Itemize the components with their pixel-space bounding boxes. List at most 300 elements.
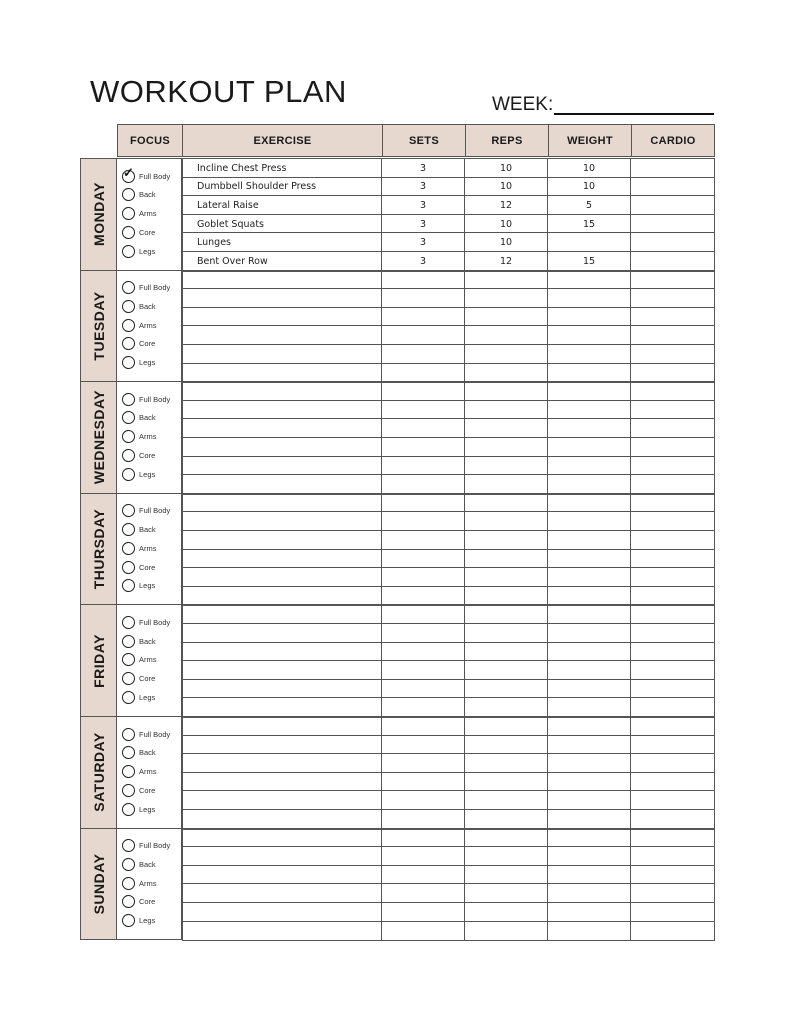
weight-cell[interactable]	[548, 475, 631, 494]
cardio-cell[interactable]	[631, 178, 715, 197]
sets-cell[interactable]	[382, 680, 465, 699]
exercise-cell[interactable]	[182, 587, 382, 606]
focus-option-full-body[interactable]	[122, 164, 171, 185]
focus-option-full-body[interactable]	[122, 725, 170, 743]
cardio-cell[interactable]	[631, 326, 715, 345]
radio-circle-icon[interactable]	[122, 337, 135, 350]
sets-cell[interactable]: 3	[382, 196, 465, 215]
table-row	[182, 288, 715, 308]
cardio-cell[interactable]	[631, 680, 715, 699]
exercise-cell[interactable]	[182, 680, 382, 699]
cardio-cell[interactable]	[631, 717, 715, 736]
weight-cell[interactable]: 15	[548, 215, 631, 234]
focus-option-legs[interactable]	[122, 912, 155, 930]
focus-option-arms[interactable]	[122, 316, 157, 334]
radio-circle-icon[interactable]	[122, 579, 135, 592]
sets-cell[interactable]: 3	[382, 159, 465, 178]
weight-cell[interactable]	[548, 531, 631, 550]
weight-cell[interactable]	[548, 643, 631, 662]
weight-cell[interactable]	[548, 438, 631, 457]
reps-cell[interactable]: 12	[465, 252, 548, 271]
cardio-cell[interactable]	[631, 364, 715, 383]
cardio-cell[interactable]	[631, 791, 715, 810]
cardio-cell[interactable]	[631, 419, 715, 438]
exercise-cell[interactable]: Dumbbell Shoulder Press	[182, 178, 382, 197]
focus-option-full-body[interactable]	[122, 502, 170, 520]
weight-cell[interactable]	[548, 289, 631, 308]
focus-option-back[interactable]	[122, 744, 156, 762]
reps-cell[interactable]	[465, 382, 548, 401]
focus-option-arms[interactable]	[122, 763, 157, 781]
exercise-cell[interactable]: Bent Over Row	[182, 252, 382, 271]
weight-cell[interactable]	[548, 754, 631, 773]
exercise-cell[interactable]	[182, 884, 382, 903]
focus-option-label: Full Body	[139, 841, 171, 851]
radio-circle-icon[interactable]	[122, 207, 135, 220]
weight-cell[interactable]	[548, 308, 631, 327]
cardio-cell[interactable]	[631, 401, 715, 420]
cardio-cell[interactable]	[631, 550, 715, 569]
focus-option-full-body[interactable]	[122, 279, 170, 297]
weight-cell[interactable]: 10	[548, 159, 631, 178]
weight-cell[interactable]	[548, 512, 631, 531]
day-name: TUESDAY	[90, 291, 107, 361]
reps-cell[interactable]	[465, 438, 548, 457]
reps-cell[interactable]	[465, 698, 548, 717]
weight-cell[interactable]	[548, 326, 631, 345]
reps-cell[interactable]	[465, 810, 548, 829]
cardio-cell[interactable]	[631, 922, 715, 941]
week-field[interactable]	[492, 94, 716, 118]
reps-cell[interactable]	[465, 829, 548, 848]
sets-cell[interactable]	[382, 271, 465, 290]
radio-circle-icon[interactable]	[122, 281, 135, 294]
weight-cell[interactable]	[548, 587, 631, 606]
cardio-cell[interactable]	[631, 457, 715, 476]
cardio-cell[interactable]	[631, 252, 715, 271]
reps-cell[interactable]	[465, 326, 548, 345]
radio-circle-icon[interactable]	[122, 245, 135, 258]
radio-circle-icon[interactable]	[122, 691, 135, 704]
focus-option-core[interactable]	[122, 558, 155, 576]
reps-cell[interactable]	[465, 717, 548, 736]
reps-cell[interactable]	[465, 847, 548, 866]
reps-cell[interactable]	[465, 271, 548, 290]
radio-circle-icon[interactable]	[122, 319, 135, 332]
reps-cell[interactable]	[465, 605, 548, 624]
weight-cell[interactable]	[548, 364, 631, 383]
exercise-cell[interactable]	[182, 903, 382, 922]
radio-circle-icon[interactable]	[122, 164, 135, 183]
reps-cell[interactable]	[465, 754, 548, 773]
sets-cell[interactable]	[382, 382, 465, 401]
reps-cell[interactable]	[465, 736, 548, 755]
exercise-cell[interactable]	[182, 661, 382, 680]
focus-option-label: Core	[139, 227, 156, 237]
exercise-cell[interactable]	[182, 401, 382, 420]
radio-circle-icon[interactable]	[122, 839, 135, 852]
focus-option-label: Back	[139, 859, 156, 869]
sets-cell[interactable]	[382, 922, 465, 941]
cardio-cell[interactable]	[631, 847, 715, 866]
reps-cell[interactable]	[465, 903, 548, 922]
day-label-cell	[80, 493, 117, 606]
weight-cell[interactable]	[548, 922, 631, 941]
weight-cell[interactable]	[548, 605, 631, 624]
sets-cell[interactable]	[382, 475, 465, 494]
sets-cell[interactable]: 3	[382, 178, 465, 197]
cardio-cell[interactable]	[631, 512, 715, 531]
cardio-cell[interactable]	[631, 810, 715, 829]
focus-option-core[interactable]	[122, 670, 155, 688]
cardio-cell[interactable]	[631, 884, 715, 903]
radio-circle-icon[interactable]	[122, 356, 135, 369]
weight-cell[interactable]	[548, 773, 631, 792]
reps-cell[interactable]	[465, 308, 548, 327]
cardio-cell[interactable]	[631, 568, 715, 587]
focus-option-full-body[interactable]	[122, 613, 170, 631]
weight-cell[interactable]	[548, 382, 631, 401]
weight-cell[interactable]	[548, 345, 631, 364]
sets-cell[interactable]	[382, 401, 465, 420]
weight-cell[interactable]: 5	[548, 196, 631, 215]
exercise-cell[interactable]: Lunges	[182, 233, 382, 252]
focus-option-legs[interactable]	[122, 242, 155, 260]
exercise-cell[interactable]	[182, 512, 382, 531]
radio-circle-icon[interactable]	[122, 616, 135, 629]
focus-column	[117, 493, 182, 606]
focus-option-core[interactable]	[122, 223, 155, 241]
focus-option-back[interactable]	[122, 855, 156, 873]
reps-cell[interactable]	[465, 587, 548, 606]
table-row	[182, 809, 715, 830]
cardio-cell[interactable]	[631, 605, 715, 624]
cardio-cell[interactable]	[631, 308, 715, 327]
weight-cell[interactable]	[548, 271, 631, 290]
reps-cell[interactable]	[465, 773, 548, 792]
weight-cell[interactable]	[548, 736, 631, 755]
weight-cell[interactable]	[548, 791, 631, 810]
radio-circle-icon[interactable]	[122, 226, 135, 239]
sets-cell[interactable]	[382, 791, 465, 810]
table-row	[182, 753, 715, 773]
sets-cell[interactable]	[382, 289, 465, 308]
cardio-cell[interactable]	[631, 866, 715, 885]
weight-cell[interactable]	[548, 624, 631, 643]
focus-option-back[interactable]	[122, 409, 156, 427]
sets-cell[interactable]	[382, 605, 465, 624]
reps-cell[interactable]	[465, 568, 548, 587]
radio-circle-icon[interactable]	[122, 895, 135, 908]
sets-cell[interactable]	[382, 568, 465, 587]
focus-option-legs[interactable]	[122, 354, 155, 372]
sets-cell[interactable]	[382, 810, 465, 829]
focus-column	[117, 381, 182, 494]
weight-cell[interactable]	[548, 698, 631, 717]
sets-cell[interactable]	[382, 326, 465, 345]
focus-option-back[interactable]	[122, 632, 156, 650]
sets-cell[interactable]	[382, 754, 465, 773]
sets-cell[interactable]: 3	[382, 215, 465, 234]
focus-option-core[interactable]	[122, 893, 155, 911]
weight-cell[interactable]	[548, 680, 631, 699]
exercise-cell[interactable]	[182, 419, 382, 438]
weight-cell[interactable]: 10	[548, 178, 631, 197]
cardio-cell[interactable]	[631, 159, 715, 178]
focus-option-core[interactable]	[122, 335, 155, 353]
sets-cell[interactable]	[382, 903, 465, 922]
exercise-cell[interactable]	[182, 717, 382, 736]
radio-circle-icon[interactable]	[122, 858, 135, 871]
radio-circle-icon[interactable]	[122, 746, 135, 759]
reps-cell[interactable]	[465, 419, 548, 438]
cardio-cell[interactable]	[631, 233, 715, 252]
cardio-cell[interactable]	[631, 643, 715, 662]
cardio-cell[interactable]	[631, 829, 715, 848]
exercise-cell[interactable]	[182, 698, 382, 717]
cardio-cell[interactable]	[631, 494, 715, 513]
exercise-cell[interactable]	[182, 289, 382, 308]
radio-circle-icon[interactable]	[122, 300, 135, 313]
exercise-cell[interactable]: Lateral Raise	[182, 196, 382, 215]
exercise-cell[interactable]	[182, 643, 382, 662]
exercise-cell[interactable]	[182, 494, 382, 513]
cardio-cell[interactable]	[631, 736, 715, 755]
cardio-cell[interactable]	[631, 773, 715, 792]
exercise-cell[interactable]	[182, 326, 382, 345]
weight-cell[interactable]	[548, 550, 631, 569]
focus-option-arms[interactable]	[122, 539, 157, 557]
weight-cell[interactable]	[548, 829, 631, 848]
sets-cell[interactable]	[382, 773, 465, 792]
sets-cell[interactable]	[382, 866, 465, 885]
exercise-cell[interactable]	[182, 550, 382, 569]
focus-option-back[interactable]	[122, 297, 156, 315]
sets-cell[interactable]	[382, 550, 465, 569]
reps-cell[interactable]	[465, 884, 548, 903]
focus-option-legs[interactable]	[122, 800, 155, 818]
sets-cell[interactable]: 3	[382, 252, 465, 271]
radio-circle-icon[interactable]	[122, 393, 135, 406]
radio-circle-icon[interactable]	[122, 504, 135, 517]
exercise-cell[interactable]	[182, 382, 382, 401]
sets-cell[interactable]	[382, 624, 465, 643]
sets-cell[interactable]	[382, 884, 465, 903]
exercise-cell[interactable]	[182, 308, 382, 327]
weight-cell[interactable]	[548, 233, 631, 252]
focus-option-back[interactable]	[122, 521, 156, 539]
radio-circle-icon[interactable]	[122, 765, 135, 778]
sets-cell[interactable]	[382, 829, 465, 848]
weight-cell[interactable]	[548, 810, 631, 829]
radio-circle-icon[interactable]	[122, 914, 135, 927]
reps-cell[interactable]	[465, 922, 548, 941]
weight-cell[interactable]	[548, 903, 631, 922]
exercise-cell[interactable]	[182, 438, 382, 457]
weight-cell[interactable]	[548, 717, 631, 736]
reps-cell[interactable]	[465, 624, 548, 643]
exercise-cell[interactable]	[182, 271, 382, 290]
reps-cell[interactable]	[465, 866, 548, 885]
sets-cell[interactable]	[382, 457, 465, 476]
weight-cell[interactable]	[548, 494, 631, 513]
day-block-monday	[80, 158, 715, 270]
day-block-tuesday	[80, 270, 715, 382]
cardio-cell[interactable]	[631, 345, 715, 364]
reps-cell[interactable]: 10	[465, 233, 548, 252]
focus-option-arms[interactable]	[122, 428, 157, 446]
cardio-cell[interactable]	[631, 475, 715, 494]
sets-cell[interactable]	[382, 587, 465, 606]
focus-option-legs[interactable]	[122, 689, 155, 707]
reps-cell[interactable]	[465, 661, 548, 680]
focus-option-full-body[interactable]	[122, 837, 170, 855]
radio-circle-icon[interactable]	[122, 561, 135, 574]
sets-cell[interactable]	[382, 736, 465, 755]
reps-cell[interactable]	[465, 364, 548, 383]
radio-circle-icon[interactable]	[122, 188, 135, 201]
exercise-cell[interactable]	[182, 810, 382, 829]
cardio-cell[interactable]	[631, 438, 715, 457]
sets-cell[interactable]	[382, 847, 465, 866]
weight-cell[interactable]	[548, 847, 631, 866]
reps-cell[interactable]	[465, 475, 548, 494]
exercise-cell[interactable]	[182, 866, 382, 885]
cardio-cell[interactable]	[631, 903, 715, 922]
weight-cell[interactable]	[548, 457, 631, 476]
focus-option-arms[interactable]	[122, 874, 157, 892]
reps-cell[interactable]	[465, 643, 548, 662]
radio-circle-icon[interactable]	[122, 728, 135, 741]
week-input-line[interactable]	[554, 113, 714, 115]
focus-option-core[interactable]	[122, 781, 155, 799]
cardio-cell[interactable]	[631, 196, 715, 215]
exercise-cell[interactable]	[182, 568, 382, 587]
radio-circle-icon[interactable]	[122, 523, 135, 536]
exercise-cell[interactable]	[182, 457, 382, 476]
sets-cell[interactable]	[382, 419, 465, 438]
reps-cell[interactable]	[465, 512, 548, 531]
exercise-cell[interactable]: Incline Chest Press	[182, 159, 382, 178]
exercise-cell[interactable]	[182, 736, 382, 755]
weight-cell[interactable]	[548, 401, 631, 420]
radio-circle-icon[interactable]	[122, 803, 135, 816]
radio-circle-icon[interactable]	[122, 468, 135, 481]
reps-cell[interactable]	[465, 531, 548, 550]
cardio-cell[interactable]	[631, 698, 715, 717]
weight-cell[interactable]: 15	[548, 252, 631, 271]
radio-circle-icon[interactable]	[122, 653, 135, 666]
reps-cell[interactable]: 10	[465, 159, 548, 178]
exercise-cell[interactable]: Goblet Squats	[182, 215, 382, 234]
cardio-cell[interactable]	[631, 624, 715, 643]
focus-option-legs[interactable]	[122, 465, 155, 483]
weight-cell[interactable]	[548, 866, 631, 885]
radio-circle-icon[interactable]	[122, 430, 135, 443]
exercise-cell[interactable]	[182, 364, 382, 383]
sets-cell[interactable]: 3	[382, 233, 465, 252]
sets-cell[interactable]	[382, 717, 465, 736]
exercise-cell[interactable]	[182, 475, 382, 494]
sets-cell[interactable]	[382, 494, 465, 513]
radio-circle-icon[interactable]	[122, 672, 135, 685]
focus-option-arms[interactable]	[122, 205, 157, 223]
weight-cell[interactable]	[548, 419, 631, 438]
column-header-cardio: CARDIO	[631, 124, 715, 157]
radio-circle-icon[interactable]	[122, 784, 135, 797]
sets-cell[interactable]	[382, 643, 465, 662]
sets-cell[interactable]	[382, 364, 465, 383]
cardio-cell[interactable]	[631, 661, 715, 680]
reps-cell[interactable]	[465, 791, 548, 810]
focus-option-full-body[interactable]	[122, 390, 170, 408]
weight-cell[interactable]	[548, 884, 631, 903]
exercise-cell[interactable]	[182, 773, 382, 792]
focus-option-core[interactable]	[122, 447, 155, 465]
focus-option-legs[interactable]	[122, 577, 155, 595]
reps-cell[interactable]	[465, 289, 548, 308]
focus-option-back[interactable]	[122, 186, 156, 204]
exercise-cell[interactable]	[182, 531, 382, 550]
reps-cell[interactable]	[465, 494, 548, 513]
focus-option-arms[interactable]	[122, 651, 157, 669]
exercise-grid	[182, 381, 715, 493]
cardio-cell[interactable]	[631, 587, 715, 606]
focus-option-label: Legs	[139, 246, 156, 256]
day-label-cell	[80, 158, 117, 271]
exercise-cell[interactable]	[182, 345, 382, 364]
cardio-cell[interactable]	[631, 531, 715, 550]
reps-cell[interactable]	[465, 680, 548, 699]
radio-circle-icon[interactable]	[122, 877, 135, 890]
sets-cell[interactable]	[382, 698, 465, 717]
exercise-cell[interactable]	[182, 754, 382, 773]
cardio-cell[interactable]	[631, 215, 715, 234]
cardio-cell[interactable]	[631, 289, 715, 308]
reps-cell[interactable]	[465, 550, 548, 569]
reps-cell[interactable]	[465, 401, 548, 420]
radio-circle-icon[interactable]	[122, 449, 135, 462]
reps-cell[interactable]: 10	[465, 215, 548, 234]
cardio-cell[interactable]	[631, 271, 715, 290]
focus-option-label: Core	[139, 785, 156, 795]
cardio-cell[interactable]	[631, 754, 715, 773]
exercise-cell[interactable]	[182, 847, 382, 866]
focus-option-label: Arms	[139, 320, 157, 330]
exercise-cell[interactable]	[182, 605, 382, 624]
weight-cell[interactable]	[548, 661, 631, 680]
sets-cell[interactable]	[382, 308, 465, 327]
exercise-cell[interactable]	[182, 829, 382, 848]
radio-circle-icon[interactable]	[122, 635, 135, 648]
reps-cell[interactable]	[465, 345, 548, 364]
exercise-cell[interactable]	[182, 624, 382, 643]
sets-cell[interactable]	[382, 512, 465, 531]
radio-circle-icon[interactable]	[122, 542, 135, 555]
exercise-cell[interactable]	[182, 922, 382, 941]
reps-cell[interactable]: 12	[465, 196, 548, 215]
cardio-cell[interactable]	[631, 382, 715, 401]
sets-cell[interactable]	[382, 531, 465, 550]
exercise-cell[interactable]	[182, 791, 382, 810]
reps-cell[interactable]: 10	[465, 178, 548, 197]
radio-circle-icon[interactable]	[122, 411, 135, 424]
weight-cell[interactable]	[548, 568, 631, 587]
sets-cell[interactable]	[382, 345, 465, 364]
reps-cell[interactable]	[465, 457, 548, 476]
sets-cell[interactable]	[382, 661, 465, 680]
sets-cell[interactable]	[382, 438, 465, 457]
